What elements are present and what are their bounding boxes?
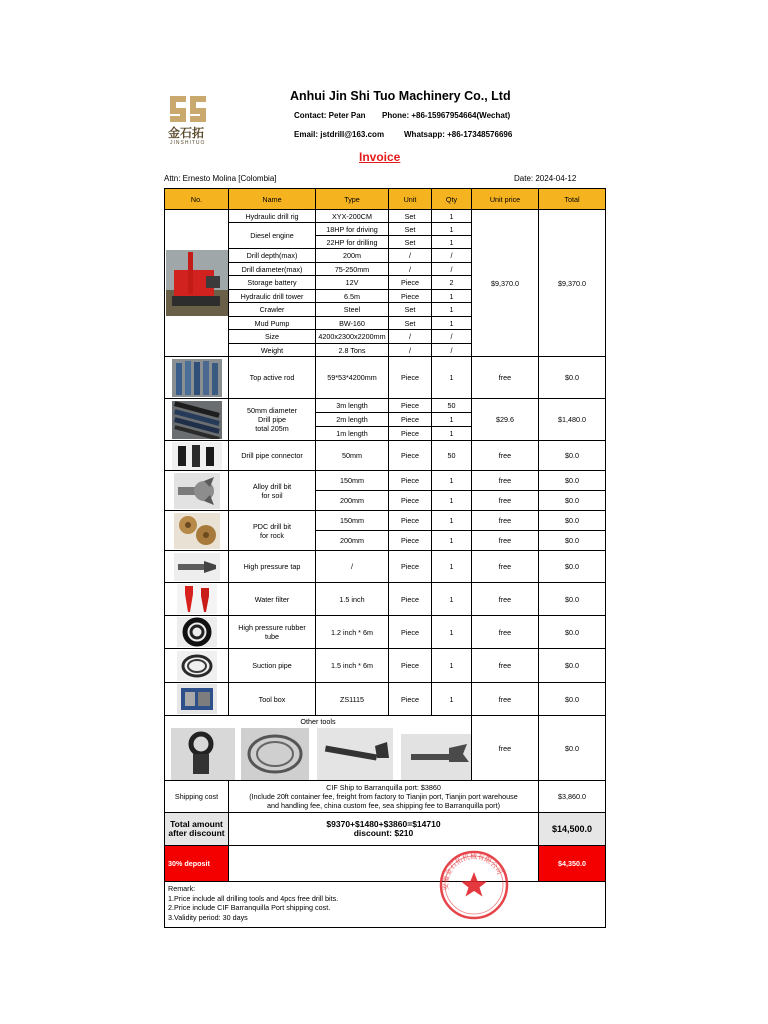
rig-item-name: Diesel engine	[229, 223, 316, 249]
item-unit-price: free	[472, 551, 539, 583]
rig-item-type: 200m	[316, 249, 389, 263]
item-type: 1.2 inch * 6m	[316, 616, 389, 649]
item-type: /	[316, 551, 389, 583]
contact-person: Contact: Peter Pan	[294, 111, 366, 120]
item-unit: Piece	[389, 583, 432, 616]
item-qty: 50	[432, 441, 472, 471]
rig-item-unit: /	[389, 344, 432, 357]
rig-item-type: 12V	[316, 276, 389, 290]
invoice-table	[164, 188, 606, 928]
other-tools-cell	[165, 716, 472, 781]
rig-item-qty: /	[432, 344, 472, 357]
rig-item-name: Hydraulic drill tower	[229, 290, 316, 303]
item-name: PDC drill bit for rock	[229, 511, 316, 551]
item-name: Tool box	[229, 683, 316, 716]
rig-item-type: 2.8 Tons	[316, 344, 389, 357]
rig-item-type: 75-250mm	[316, 263, 389, 276]
invoice-header	[164, 86, 604, 196]
item-qty: 1	[432, 413, 472, 427]
drill-rig-photo	[165, 210, 229, 357]
item-total: $0.0	[539, 491, 606, 511]
attention-line: Attn: Ernesto Molina [Colombia]	[164, 174, 277, 183]
item-total: $0.0	[539, 357, 606, 399]
item-unit: Piece	[389, 491, 432, 511]
item-name: Suction pipe	[229, 649, 316, 683]
other-tools-label: Other tools	[300, 717, 336, 726]
shipping-line-1: CIF Ship to Barranquilla port: $3860	[326, 783, 441, 792]
item-type: 1.5 inch	[316, 583, 389, 616]
table-row	[165, 511, 606, 531]
rig-item-unit: Piece	[389, 276, 432, 290]
rig-item-name: Hydraulic drill rig	[229, 210, 316, 223]
item-type: 200mm	[316, 531, 389, 551]
item-total: $0.0	[539, 551, 606, 583]
total-row	[165, 813, 606, 846]
invoice-title: Invoice	[359, 150, 401, 164]
col-header-type: Type	[316, 189, 389, 210]
company-seal-stamp	[437, 848, 511, 922]
item-unit: Piece	[389, 441, 432, 471]
total-label-line-1: Total amount	[170, 819, 223, 829]
top-rod-photo	[165, 357, 229, 399]
rig-item-name: Storage battery	[229, 276, 316, 290]
item-type: 3m length	[316, 399, 389, 413]
rig-item-type: 6.5m	[316, 290, 389, 303]
rig-item-unit: Piece	[389, 290, 432, 303]
item-unit: Piece	[389, 427, 432, 441]
remark-line-3: 3.Validity period: 30 days	[168, 912, 248, 922]
tool-box-photo	[165, 683, 229, 716]
item-unit: Piece	[389, 399, 432, 413]
item-unit-price: free	[472, 583, 539, 616]
item-name: Water filter	[229, 583, 316, 616]
table-row	[165, 210, 606, 223]
rig-item-qty: 1	[432, 317, 472, 330]
item-name: High pressure rubber tube	[229, 616, 316, 649]
item-qty: 1	[432, 683, 472, 716]
rig-item-type: Steel	[316, 303, 389, 317]
remark-title: Remark:	[168, 884, 196, 893]
rig-item-unit: Set	[389, 223, 432, 236]
rig-item-type: 22HP for drilling	[316, 236, 389, 249]
item-unit-price: free	[472, 531, 539, 551]
rig-item-unit: /	[389, 330, 432, 344]
item-qty: 1	[432, 616, 472, 649]
item-unit: Piece	[389, 551, 432, 583]
table-row	[165, 583, 606, 616]
other-tools-price: free	[472, 716, 539, 781]
item-type: 150mm	[316, 471, 389, 491]
rig-unit-price: $9,370.0	[472, 210, 539, 357]
item-type: ZS1115	[316, 683, 389, 716]
item-qty: 1	[432, 649, 472, 683]
item-total: $0.0	[539, 531, 606, 551]
pdc-bit-photo	[165, 511, 229, 551]
item-unit-price: free	[472, 491, 539, 511]
shipping-details	[229, 781, 539, 813]
table-header-row	[165, 189, 606, 210]
rig-item-unit: Set	[389, 236, 432, 249]
deposit-total: $4,350.0	[539, 846, 606, 882]
remark-cell	[165, 882, 606, 928]
rig-item-qty: 1	[432, 236, 472, 249]
rig-item-qty: 1	[432, 303, 472, 317]
other-tools-photos	[171, 728, 471, 780]
col-header-name: Name	[229, 189, 316, 210]
rig-item-unit: Set	[389, 317, 432, 330]
item-unit-price: free	[472, 357, 539, 399]
item-type: 150mm	[316, 511, 389, 531]
table-row	[165, 716, 606, 781]
item-qty: 50	[432, 399, 472, 413]
alloy-bit-photo	[165, 471, 229, 511]
tap-photo	[165, 551, 229, 583]
item-type: 1m length	[316, 427, 389, 441]
connector-photo	[165, 441, 229, 471]
item-unit-price: free	[472, 471, 539, 491]
rig-item-unit: /	[389, 263, 432, 276]
item-total: $0.0	[539, 649, 606, 683]
rig-item-name: Mud Pump	[229, 317, 316, 330]
rig-item-qty: /	[432, 263, 472, 276]
item-qty: 1	[432, 427, 472, 441]
item-unit-price: $29.6	[472, 399, 539, 441]
rig-item-qty: /	[432, 249, 472, 263]
invoice-date: Date: 2024-04-12	[514, 174, 577, 183]
item-name: Drill pipe connector	[229, 441, 316, 471]
suction-pipe-photo	[165, 649, 229, 683]
table-row	[165, 441, 606, 471]
total-label-line-2: after discount	[168, 828, 225, 838]
rig-item-unit: Set	[389, 210, 432, 223]
rig-item-name: Drill depth(max)	[229, 249, 316, 263]
item-qty: 1	[432, 491, 472, 511]
rig-item-qty: /	[432, 330, 472, 344]
col-header-unit-price: Unit price	[472, 189, 539, 210]
logo-chinese-name: 金石拓	[168, 126, 205, 140]
rig-item-qty: 1	[432, 223, 472, 236]
total-formula-line: $9370+$1480+$3860=$14710	[326, 819, 441, 829]
logo-english-name: JINSHITUO	[170, 140, 206, 146]
discount-line: discount: $210	[353, 828, 414, 838]
drill-pipe-photo	[165, 399, 229, 441]
total-label	[165, 813, 229, 846]
item-type: 1.5 inch * 6m	[316, 649, 389, 683]
rig-item-type: XYX-200CM	[316, 210, 389, 223]
col-header-qty: Qty	[432, 189, 472, 210]
item-unit: Piece	[389, 413, 432, 427]
item-unit: Piece	[389, 649, 432, 683]
rig-total: $9,370.0	[539, 210, 606, 357]
rig-item-name: Size	[229, 330, 316, 344]
company-name: Anhui Jin Shi Tuo Machinery Co., Ltd	[290, 89, 511, 103]
rig-item-name: Crawler	[229, 303, 316, 317]
rubber-tube-photo	[165, 616, 229, 649]
item-unit: Piece	[389, 511, 432, 531]
shipping-total: $3,860.0	[539, 781, 606, 813]
contact-whatsapp: Whatsapp: +86-17348576696	[404, 130, 513, 139]
item-total: $0.0	[539, 583, 606, 616]
item-qty: 1	[432, 583, 472, 616]
item-total: $0.0	[539, 616, 606, 649]
deposit-row	[165, 846, 606, 882]
rig-item-type: 18HP for driving	[316, 223, 389, 236]
item-name: 50mm diameter Drill pipe total 205m	[229, 399, 316, 441]
rig-item-name: Drill diameter(max)	[229, 263, 316, 276]
table-row	[165, 551, 606, 583]
item-total: $0.0	[539, 441, 606, 471]
item-unit-price: free	[472, 649, 539, 683]
item-unit-price: free	[472, 511, 539, 531]
water-filter-photo	[165, 583, 229, 616]
rig-item-name: Weight	[229, 344, 316, 357]
item-unit: Piece	[389, 683, 432, 716]
shipping-line-3: and handling fee, china custom fee, sea shipping fee to Barranquilla port)	[267, 801, 500, 810]
item-total: $0.0	[539, 511, 606, 531]
rig-item-unit: Set	[389, 303, 432, 317]
item-unit-price: free	[472, 441, 539, 471]
rig-item-type: 4200x2300x2200mm	[316, 330, 389, 344]
grand-total: $14,500.0	[539, 813, 606, 846]
item-qty: 1	[432, 471, 472, 491]
item-total: $0.0	[539, 683, 606, 716]
item-unit: Piece	[389, 616, 432, 649]
item-name: Top active rod	[229, 357, 316, 399]
remark-line-1: 1.Price include all drilling tools and 4pcs free drill bits.	[168, 893, 339, 903]
table-row	[165, 649, 606, 683]
other-tools-total: $0.0	[539, 716, 606, 781]
shipping-line-2: (Include 20ft container fee, freight from factory to Tianjin port, Tianjin port warehouse	[249, 792, 518, 801]
total-formula	[229, 813, 539, 846]
item-qty: 1	[432, 511, 472, 531]
remark-line-2: 2.Price include CIF Barranquilla Port shipping cost.	[168, 903, 331, 912]
item-unit: Piece	[389, 531, 432, 551]
col-header-unit: Unit	[389, 189, 432, 210]
rig-item-qty: 1	[432, 290, 472, 303]
seal-text: 安徽金石拓机械有限公司	[441, 852, 504, 891]
table-row	[165, 399, 606, 413]
item-name: High pressure tap	[229, 551, 316, 583]
shipping-label: Shipping cost	[165, 781, 229, 813]
col-header-total: Total	[539, 189, 606, 210]
item-name: Alloy drill bit for soil	[229, 471, 316, 511]
item-qty: 1	[432, 551, 472, 583]
rig-item-qty: 1	[432, 210, 472, 223]
rig-item-qty: 2	[432, 276, 472, 290]
item-type: 2m length	[316, 413, 389, 427]
item-total: $1,480.0	[539, 399, 606, 441]
item-type: 59*53*4200mm	[316, 357, 389, 399]
table-row	[165, 616, 606, 649]
item-unit: Piece	[389, 471, 432, 491]
shipping-row	[165, 781, 606, 813]
item-type: 50mm	[316, 441, 389, 471]
rig-item-unit: /	[389, 249, 432, 263]
item-qty: 1	[432, 531, 472, 551]
contact-phone: Phone: +86-15967954664(Wechat)	[382, 111, 511, 120]
table-row	[165, 471, 606, 491]
table-row	[165, 357, 606, 399]
remark-row	[165, 882, 606, 928]
rig-item-type: BW-160	[316, 317, 389, 330]
item-unit-price: free	[472, 616, 539, 649]
item-total: $0.0	[539, 471, 606, 491]
col-header-no: No.	[165, 189, 229, 210]
table-row	[165, 683, 606, 716]
contact-email: Email: jstdrill@163.com	[294, 130, 385, 139]
item-qty: 1	[432, 357, 472, 399]
item-unit-price: free	[472, 683, 539, 716]
deposit-label: 30% deposit	[165, 846, 229, 882]
item-type: 200mm	[316, 491, 389, 511]
item-unit: Piece	[389, 357, 432, 399]
